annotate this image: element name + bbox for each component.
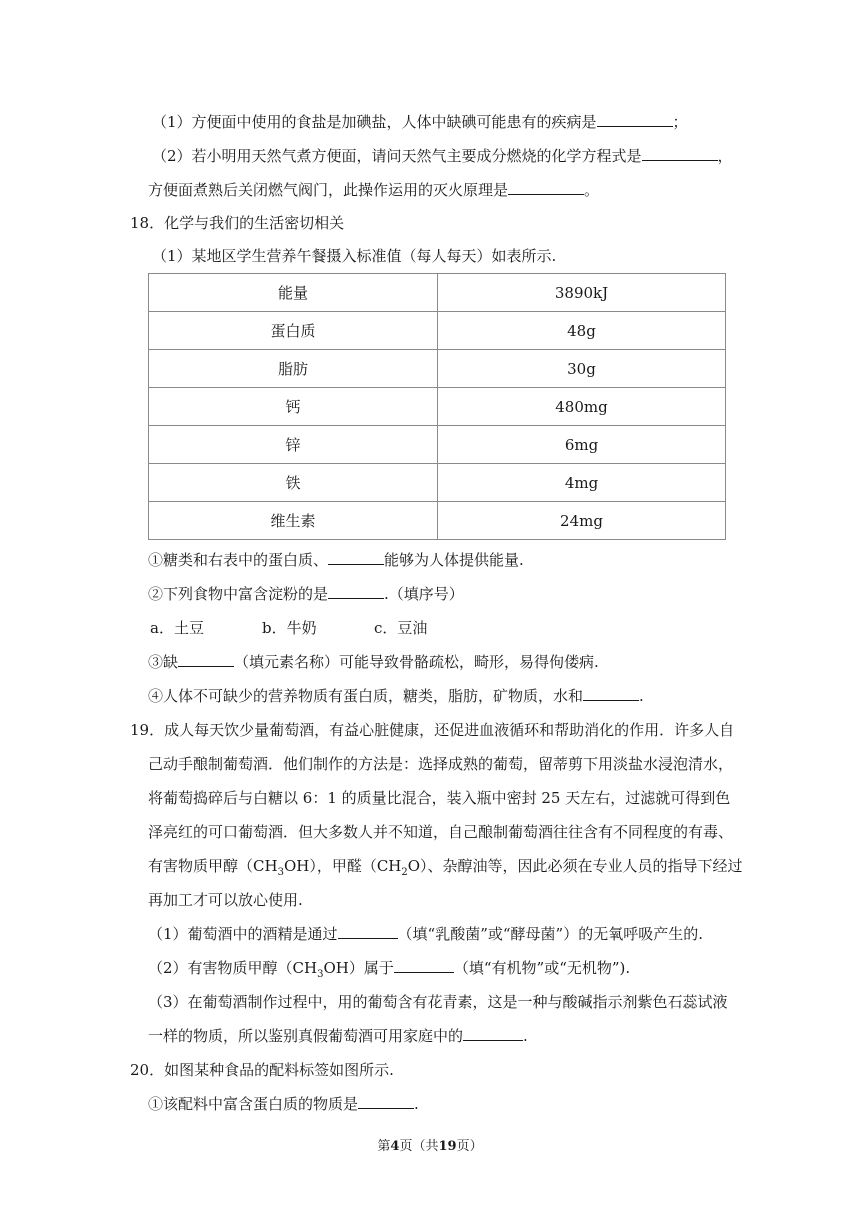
answer-blank[interactable] bbox=[178, 652, 234, 667]
q18-intro: （1）某地区学生营养午餐摄入标准值（每人每天）如表所示. bbox=[152, 247, 557, 265]
q20-title: 20．如图某种食品的配料标签如图所示. bbox=[130, 1061, 394, 1079]
table-row: 脂肪 30g bbox=[149, 350, 726, 388]
q19-line6: 再加工才可以放心使用. bbox=[148, 891, 303, 909]
q19-part2: （2）有害物质甲醇$(CH_3OH)$属于 （填“有机物”或“无机物”). bbox=[148, 959, 631, 980]
q17-part1: （1）方便面中使用的食盐是加碘盐，人体中缺碘可能患有的疾病是 ； bbox=[152, 113, 688, 131]
nutrition-table bbox=[148, 273, 726, 540]
q18-sub4: ④人体不可缺少的营养物质有蛋白质，糖类，脂肪，矿物质，水和 . bbox=[148, 687, 644, 705]
q19-line4: 泽亮红的可口葡萄酒．但大多数人并不知道，自己酿制葡萄酒往往含有不同程度的有毒、 bbox=[148, 823, 734, 841]
q19-line5: 有害物质甲醇$(CH_3OH)$，甲醛$(CH_2O)$、杂醇油等，因此必须在专业人员的指导下经过 bbox=[148, 857, 743, 878]
q18-option-c: c．豆油 bbox=[374, 619, 428, 637]
answer-blank[interactable] bbox=[597, 112, 673, 127]
page-number: 4 bbox=[390, 1139, 400, 1154]
q20-sub1: ①该配料中富含蛋白质的物质是 . bbox=[148, 1095, 419, 1113]
page-footer: 第4页（共19页） bbox=[377, 1139, 483, 1154]
q19-part3-cont: 一样的物质，所以鉴别真假葡萄酒可用家庭中的 . bbox=[148, 1027, 528, 1045]
q19-line2: 己动手酿制葡萄酒．他们制作的方法是：选择成熟的葡萄，留蒂剪下用淡盐水浸泡清水， bbox=[148, 755, 734, 773]
table-row: 维生素 24mg bbox=[149, 502, 726, 540]
page-total: 19 bbox=[438, 1139, 457, 1154]
q19-line1: 19．成人每天饮少量葡萄酒，有益心脏健康，还促进血液循环和帮助消化的作用．许多人自 bbox=[130, 721, 735, 739]
q19-line3: 将葡萄捣碎后与白糖以 6：1 的质量比混合，装入瓶中密封 25 天左右，过滤就可得到色 bbox=[148, 789, 731, 807]
table-row: 蛋白质 48g bbox=[149, 312, 726, 350]
table-row: 铁 4mg bbox=[149, 464, 726, 502]
q18-sub2: ②下列食物中富含淀粉的是 .（填序号） bbox=[148, 585, 464, 603]
q17-part2-cont: 方便面煮熟后关闭燃气阀门，此操作运用的灭火原理是 。 bbox=[148, 181, 600, 199]
table-row: 锌 6mg bbox=[149, 426, 726, 464]
table-row: 能量 3890kJ bbox=[149, 274, 726, 312]
q18-title: 18．化学与我们的生活密切相关 bbox=[130, 214, 345, 232]
q18-sub1: ①糖类和右表中的蛋白质、 能够为人体提供能量. bbox=[148, 551, 524, 569]
q18-option-b: b．牛奶 bbox=[262, 619, 317, 637]
table-row: 钙 480mg bbox=[149, 388, 726, 426]
answer-blank[interactable] bbox=[358, 1094, 414, 1109]
answer-blank[interactable] bbox=[328, 584, 384, 599]
answer-blank[interactable] bbox=[394, 958, 454, 973]
answer-blank[interactable] bbox=[508, 180, 584, 195]
answer-blank[interactable] bbox=[583, 686, 639, 701]
q17-part2: （2）若小明用天然气煮方便面，请问天然气主要成分燃烧的化学方程式是 ， bbox=[152, 147, 733, 165]
q19-part3: （3）在葡萄酒制作过程中，用的葡萄含有花青素，这是一种与酸碱指示剂紫色石蕊试液 bbox=[148, 993, 728, 1011]
answer-blank[interactable] bbox=[642, 146, 718, 161]
q19-part1: （1）葡萄酒中的酒精是通过 （填“乳酸菌”或“酵母菌”）的无氧呼吸产生的. bbox=[148, 925, 703, 943]
answer-blank[interactable] bbox=[463, 1026, 523, 1041]
answer-blank[interactable] bbox=[338, 924, 398, 939]
q18-option-a: a．土豆 bbox=[150, 619, 204, 637]
q18-sub3: ③缺 （填元素名称）可能导致骨骼疏松，畸形，易得佝偻病. bbox=[148, 653, 599, 671]
answer-blank[interactable] bbox=[328, 550, 384, 565]
